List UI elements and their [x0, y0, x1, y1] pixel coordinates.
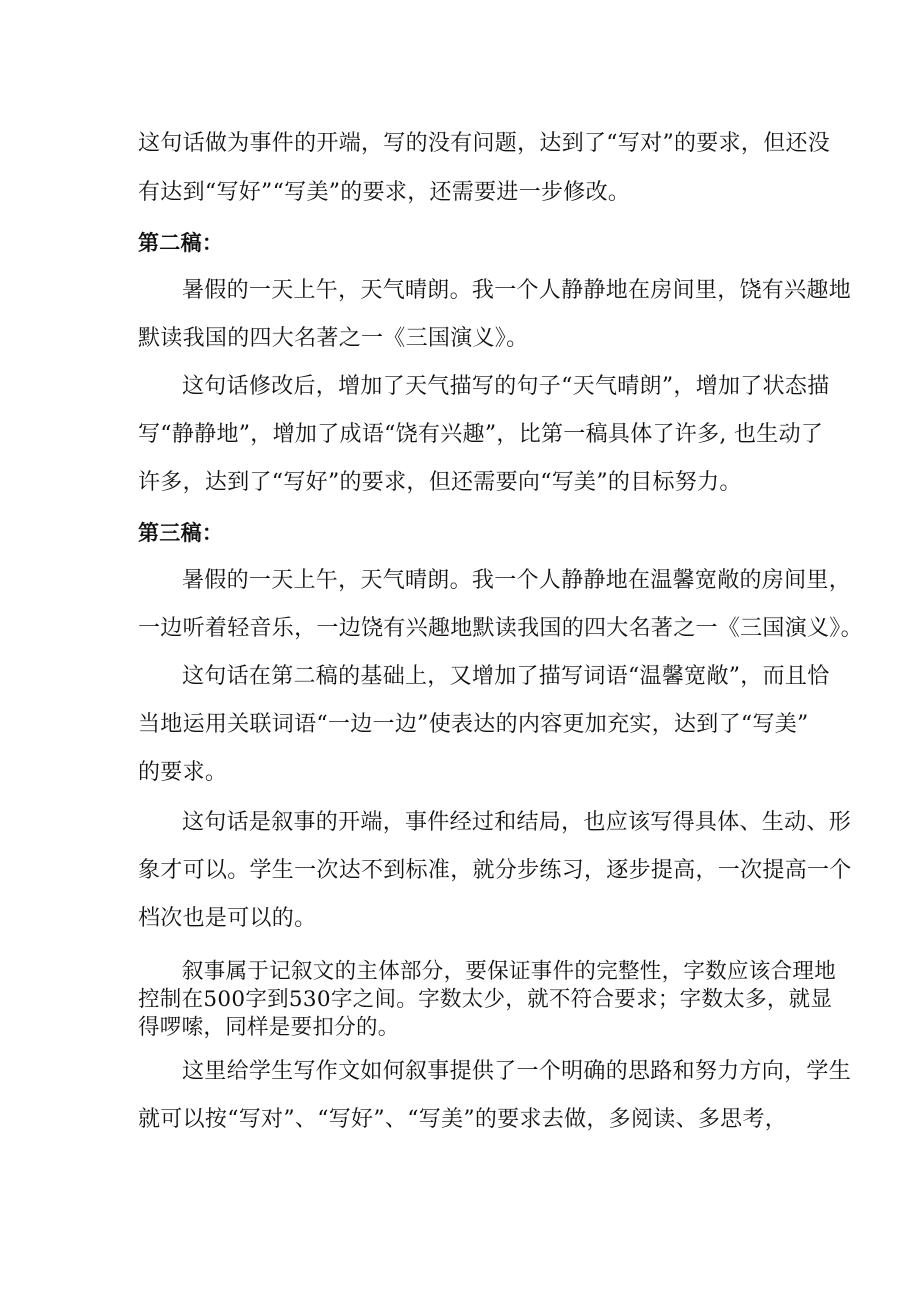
- paragraph-7-line-1: 叙事属于记叙文的主体部分，要保证事件的完整性，字数应该合理地: [182, 959, 837, 984]
- paragraph-6-line-3: 档次也是可以的。: [138, 906, 317, 931]
- paragraph-2-line-2: 默读我国的四大名著之一《三国演义》。: [138, 326, 529, 351]
- paragraph-5-line-1: 这句话在第二稿的基础上，又增加了描写词语“温馨宽敞”，而且恰: [182, 664, 830, 689]
- heading-third-draft: 第三稿：: [138, 521, 224, 545]
- heading-second-draft: 第二稿：: [138, 231, 224, 255]
- paragraph-8-line-1: 这里给学生写作文如何叙事提供了一个明确的思路和努力方向，学生: [182, 1059, 852, 1084]
- paragraph-7-line-2: 控制在500字到530字之间。字数太少，就不符合要求；字数太多，就显: [138, 987, 833, 1012]
- paragraph-8-line-2: 就可以按“写对”、“写好”、“写美”的要求去做，多阅读、多思考，: [138, 1107, 788, 1132]
- paragraph-3-line-2: 写“静静地”，增加了成语“饶有兴趣”，比第一稿具体了许多, 也生动了: [138, 422, 824, 447]
- paragraph-5-line-2: 当地运用关联词语“一边一边”使表达的内容更加充实，达到了“写美”: [138, 712, 809, 737]
- paragraph-6-line-1: 这句话是叙事的开端，事件经过和结局，也应该写得具体、生动、形: [182, 810, 852, 835]
- paragraph-7-line-3: 得啰嗦，同样是要扣分的。: [138, 1015, 400, 1040]
- paragraph-3-line-3: 许多，达到了“写好”的要求，但还需要向“写美”的目标努力。: [138, 470, 742, 495]
- paragraph-5-line-3: 的要求。: [138, 760, 228, 785]
- paragraph-1-line-2: 有达到“写好”“写美”的要求，还需要进一步修改。: [138, 180, 631, 205]
- paragraph-2-line-1: 暑假的一天上午，天气晴朗。我一个人静静地在房间里，饶有兴趣地: [182, 278, 852, 303]
- paragraph-4-line-1: 暑假的一天上午，天气晴朗。我一个人静静地在温馨宽敞的房间里，: [182, 568, 852, 593]
- paragraph-3-line-1: 这句话修改后，增加了天气描写的句子“天气晴朗”，增加了状态描: [182, 374, 830, 399]
- paragraph-1-line-1: 这句话做为事件的开端，写的没有问题，达到了“写对”的要求，但还没: [138, 131, 831, 156]
- paragraph-4-line-2: 一边听着轻音乐，一边饶有兴趣地默读我国的四大名著之一《三国演义》。: [138, 616, 863, 641]
- paragraph-6-line-2: 象才可以。学生一次达不到标准，就分步练习，逐步提高，一次提高一个: [138, 858, 852, 883]
